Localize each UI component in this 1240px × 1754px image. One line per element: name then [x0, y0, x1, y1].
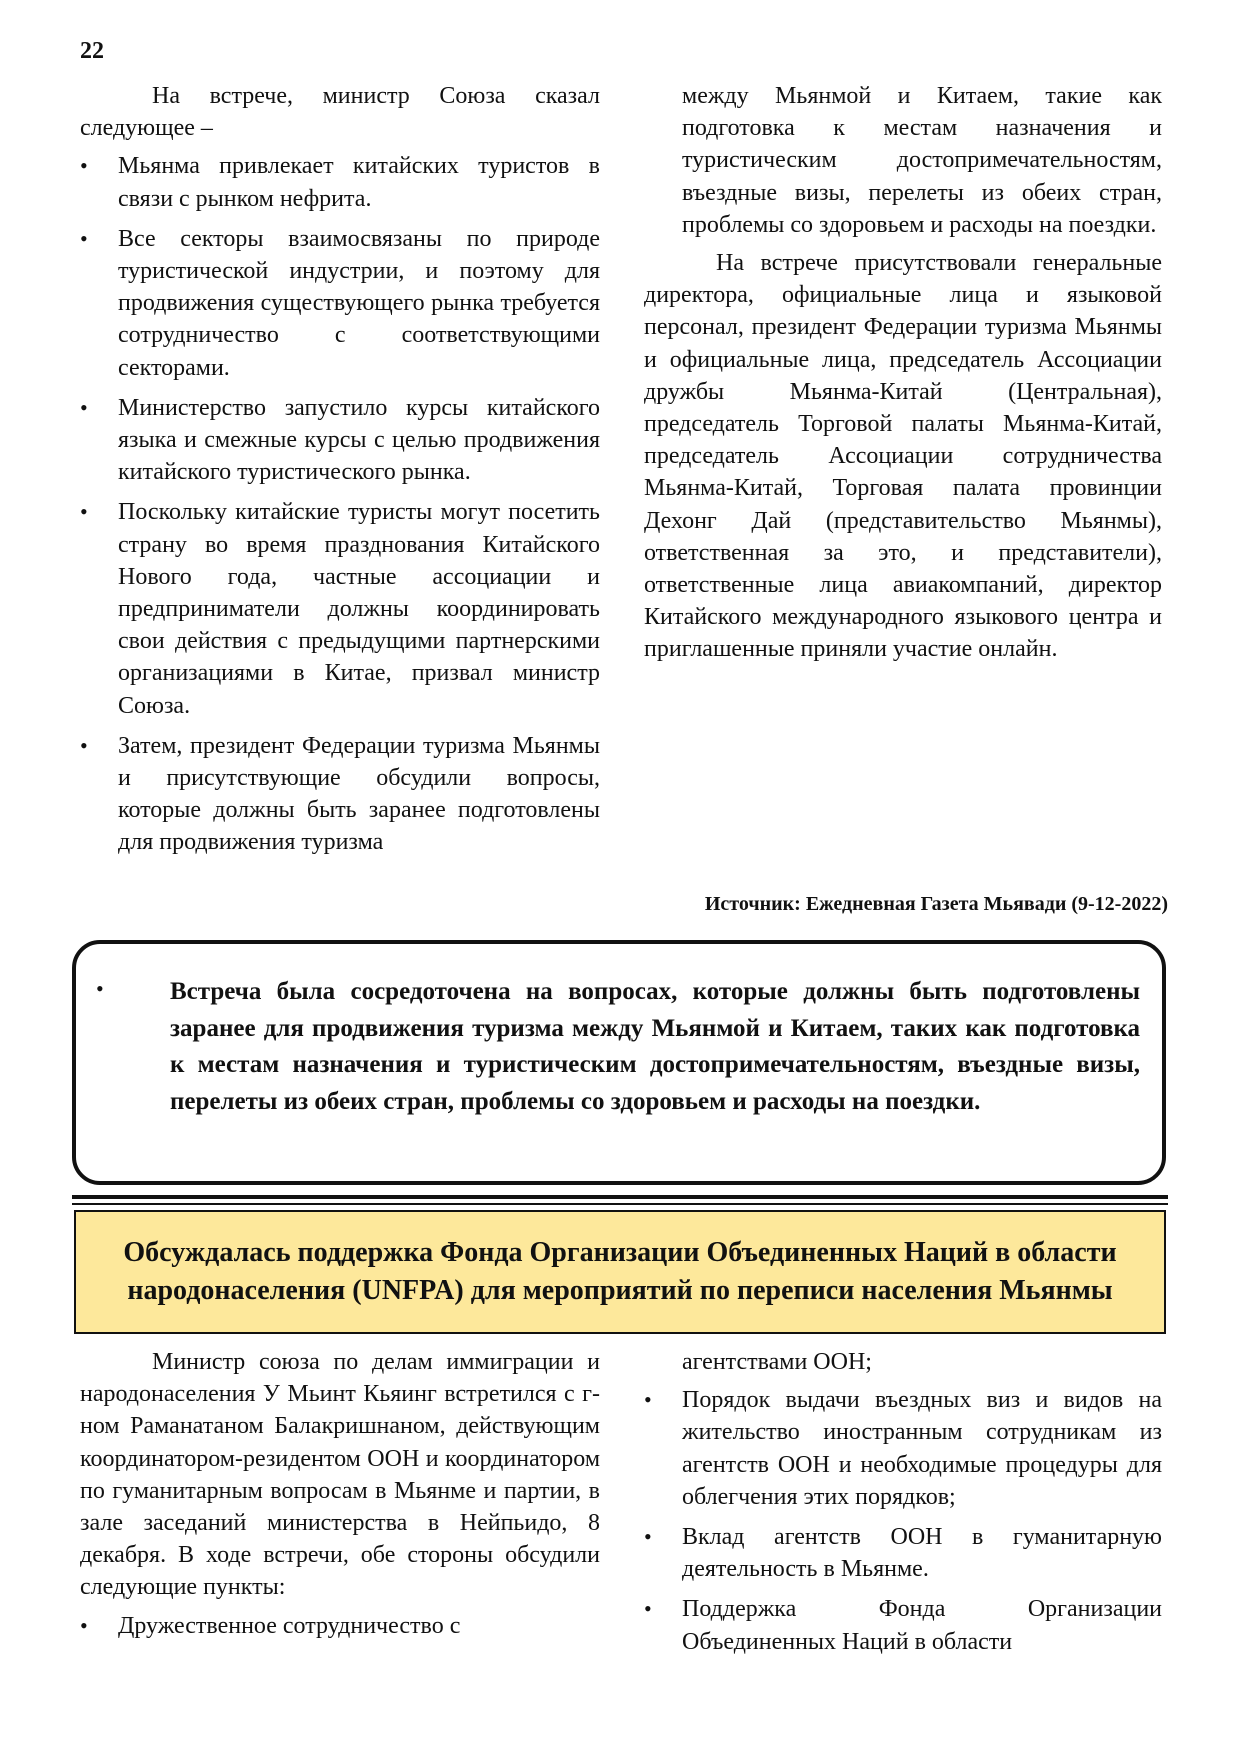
bullet-icon: •	[80, 732, 88, 758]
bullet-icon: •	[80, 499, 88, 525]
list-item: • Вклад агентств ООН в гуманитарную деятельность в Мьянме.	[644, 1521, 1162, 1585]
meeting-paragraph: Министр союза по делам иммиграции и народонаселения У Мьинт Кьяинг встретился с г-ном Раманатаном Балакришнаном, действующим координатором-резидентом ООН и координатором по гуманитарным вопросам в Мьянме и партии, в зале заседаний министерства в Нейпьидо, 8 декабря. В ходе встречи, обе стороны обсудили следующие пункты:	[80, 1349, 600, 1601]
minister-statements-list	[80, 150, 600, 858]
bullet-icon: •	[96, 976, 104, 1001]
bullet-icon: •	[644, 1387, 652, 1413]
continuation-paragraph: между Мьянмой и Китаем, такие как подготовка к местам назначения и туристическим достопримечательностям, въездные визы, перелеты из обеих стран, проблемы со здоровьем и расходы на поездки.	[682, 83, 1162, 238]
list-item: • Поддержка Фонда Организации Объединенных Наций в области	[644, 1593, 1162, 1657]
bullet-icon: •	[80, 225, 88, 251]
section1-right-column	[644, 80, 1162, 666]
summary-highlight-box	[72, 940, 1166, 1185]
section2-left-column	[80, 1346, 600, 1650]
divider	[72, 1203, 1168, 1205]
discussion-points-list	[80, 1610, 600, 1642]
continuation-paragraph: агентствами ООН;	[682, 1349, 872, 1375]
list-item: • Все секторы взаимосвязаны по природе туристической индустрии, и поэтому для продвижения существующего рынка требуется сотрудничество с соответствующими секторами.	[80, 223, 600, 384]
bullet-icon: •	[80, 1612, 88, 1638]
article-title: Обсуждалась поддержка Фонда Организации Объединенных Наций в области народонаселения (UNFPA) для мероприятий по переписи населения Мьянмы	[123, 1236, 1117, 1306]
bullet-icon: •	[80, 153, 88, 179]
bullet-icon: •	[644, 1596, 652, 1622]
list-item: • Затем, президент Федерации туризма Мьянмы и присутствующие обсудили вопросы, которые должны быть заранее подготовлены для продвижения туризма	[80, 730, 600, 859]
source-citation: Источник: Ежедневная Газета Мьявади (9-12-2022)	[704, 893, 1168, 915]
page-number: 22	[80, 38, 104, 64]
section1-left-column	[80, 80, 600, 867]
list-item: • Поскольку китайские туристы могут посетить страну во время празднования Китайского Нового года, частные ассоциации и предприниматели должны координировать свои действия с предыдущими партнерскими организациями в Китае, призвал министр Союза.	[80, 496, 600, 721]
section2-right-column	[644, 1346, 1162, 1666]
bullet-icon: •	[644, 1524, 652, 1550]
article-title-banner	[74, 1210, 1166, 1334]
divider	[72, 1195, 1168, 1199]
discussion-points-list	[644, 1384, 1162, 1658]
bullet-icon: •	[80, 394, 88, 420]
list-item: • Порядок выдачи въездных виз и видов на жительство иностранным сотрудникам из агентств ООН и необходимые процедуры для облегчения этих порядков;	[644, 1384, 1162, 1513]
list-item: • Мьянма привлекает китайских туристов в связи с рынком нефрита.	[80, 150, 600, 214]
attendees-paragraph: На встрече присутствовали генеральные директора, официальные лица и языковой персонал, президент Федерации туризма Мьянмы и официальные лица, председатель Ассоциации дружбы Мьянма-Китай (Центральная), председатель Торговой палаты Мьянма-Китай, председатель Ассоциации сотрудничества Мьянма-Китай, Торговая палата провинции Дехонг Дай (представительство Мьянмы), ответственная за это, и представители), ответственные лица авиакомпаний, директор Китайского международного языкового центра и приглашенные приняли участие онлайн.	[644, 250, 1162, 663]
summary-text: Встреча была сосредоточена на вопросах, которые должны быть подготовлены заранее для продвижения туризма между Мьянмой и Китаем, таких как подготовка к местам назначения и туристическим достопримечательностям, въездные визы, перелеты из обеих стран, проблемы со здоровьем и расходы на поездки.	[170, 978, 1140, 1115]
list-item: • Министерство запустило курсы китайского языка и смежные курсы с целью продвижения китайского туристического рынка.	[80, 392, 600, 489]
intro-paragraph: На встрече, министр Союза сказал следующее –	[80, 83, 600, 142]
list-item: • Дружественное сотрудничество с	[80, 1610, 600, 1642]
